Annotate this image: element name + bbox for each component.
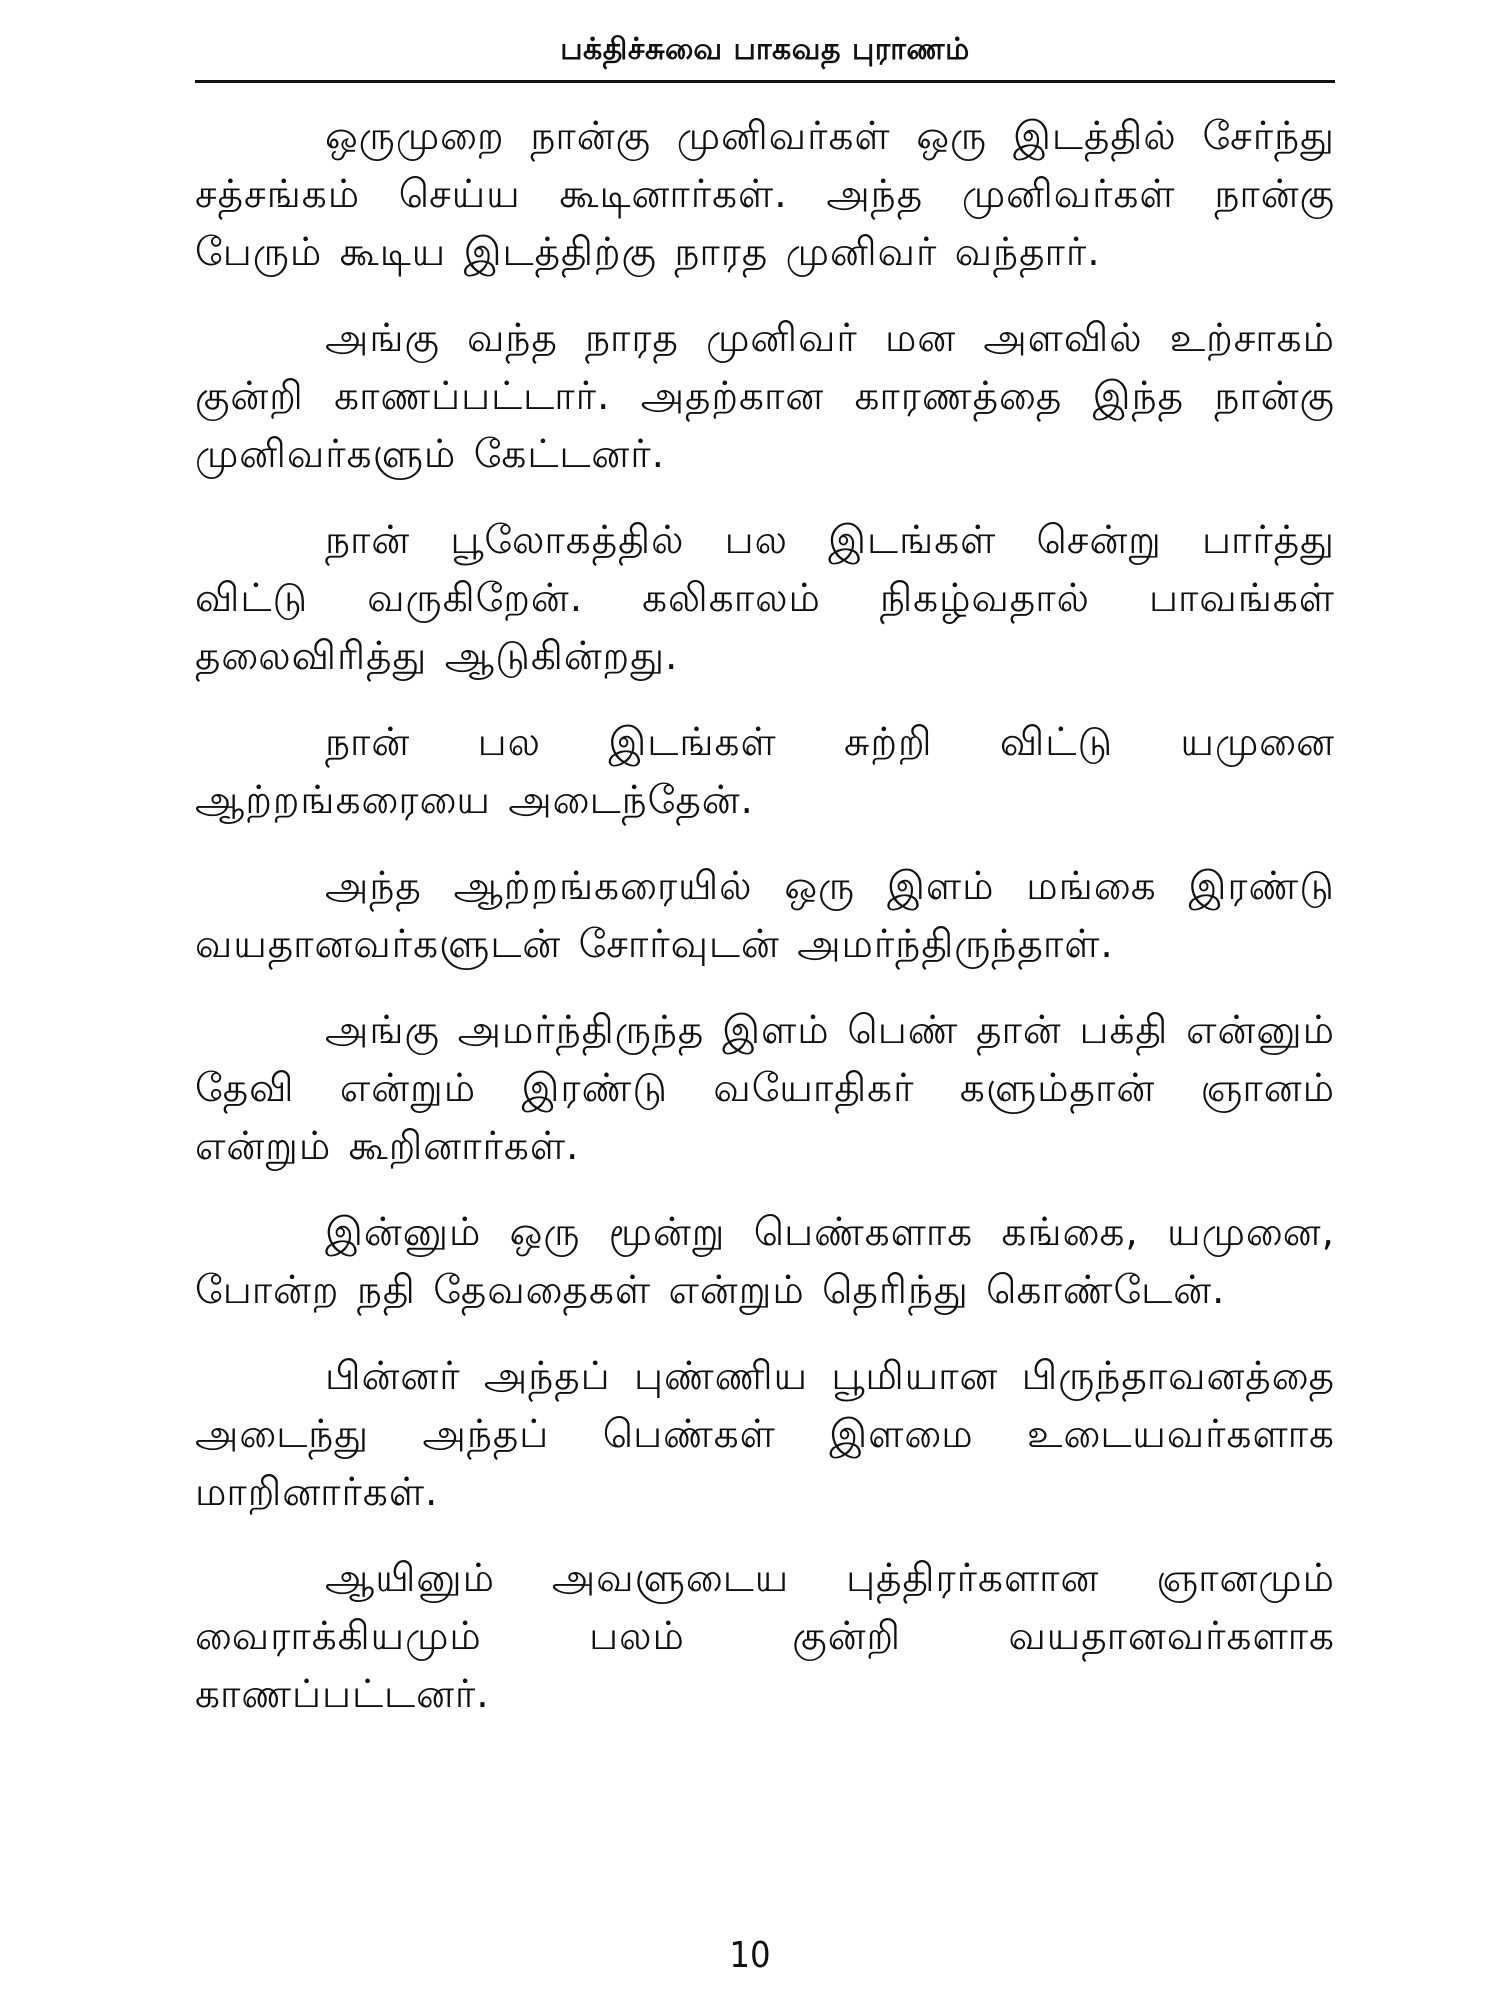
body-text [195,108,1335,1752]
paragraph: நான் பல இடங்கள் சுற்றி விட்டு யமுனை ஆற்றங்கரையை அடைந்தேன். [195,720,1335,823]
paragraph: நான் பூலோகத்தில் பல இடங்கள் சென்று பார்த்து விட்டு வருகிறேன். கலிகாலம் நிகழ்வதால் பாவங்கள் தலைவிரித்து ஆடுகின்றது. [195,518,1335,679]
paragraph: இன்னும் ஒரு மூன்று பெண்களாக கங்கை, யமுனை, போன்ற நதி தேவதைகள் என்றும் தெரிந்து கொண்டேன். [195,1210,1335,1313]
header-rule [195,80,1335,83]
paragraph: பின்னர் அந்தப் புண்ணிய பூமியான பிருந்தாவனத்தை அடைந்து அந்தப் பெண்கள் இளமை உடையவர்களாக மாறினார்கள். [195,1354,1335,1515]
paragraph: அங்கு வந்த நாரத முனிவர் மன அளவில் உற்சாகம் குன்றி காணப்பட்டார். அதற்கான காரணத்தை இந்த நான்கு முனிவர்களும் கேட்டனர். [195,316,1335,477]
paragraph: ஒருமுறை நான்கு முனிவர்கள் ஒரு இடத்தில் சேர்ந்து சத்சங்கம் செய்ய கூடினார்கள். அந்த முனிவர்கள் நான்கு பேரும் கூடிய இடத்திற்கு நாரத முனிவர் வந்தார். [195,114,1335,275]
paragraph: ஆயினும் அவளுடைய புத்திரர்களான ஞானமும் வைராக்கியமும் பலம் குன்றி வயதானவர்களாக காணப்பட்டனர். [195,1556,1335,1717]
running-header: பக்திச்சுவை பாகவத புராணம் [560,32,970,67]
paragraph: அங்கு அமர்ந்திருந்த இளம் பெண் தான் பக்தி என்னும் தேவி என்றும் இரண்டு வயோதிகர் களும்தான் ஞானம் என்றும் கூறினார்கள். [195,1008,1335,1169]
page-number: 10 [729,1935,771,1976]
paragraph: அந்த ஆற்றங்கரையில் ஒரு இளம் மங்கை இரண்டு வயதானவர்களுடன் சோர்வுடன் அமர்ந்திருந்தாள். [195,864,1335,967]
